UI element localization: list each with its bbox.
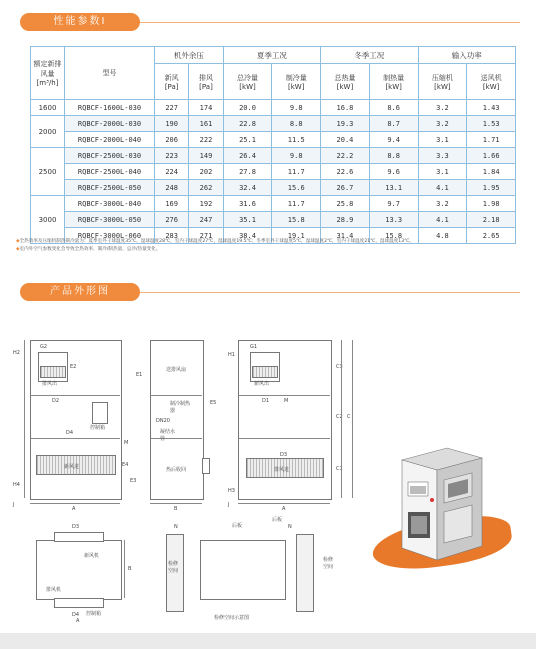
- subhead-0: [155, 64, 189, 100]
- cell-value: 38.4: [223, 228, 272, 244]
- cell-value: 20.0: [223, 100, 272, 116]
- cell-flow: 3000: [31, 196, 65, 244]
- cell-value: 9.8: [272, 100, 321, 116]
- cell-value: 248: [155, 180, 189, 196]
- cell-value: 2.18: [467, 212, 516, 228]
- subhead-2: [223, 64, 272, 100]
- subhead-4: [321, 64, 370, 100]
- cell-value: 3.1: [418, 164, 467, 180]
- col-flow-label: 额定新排风量: [33, 60, 62, 78]
- cell-model: RQBCF-3000L-040: [65, 196, 155, 212]
- lbl-g2: G2: [40, 344, 48, 350]
- dim-top-right: [124, 540, 125, 598]
- cell-value: 4.1: [418, 212, 467, 228]
- note-1: ◆全热效率及压缩机制热制冷量为：夏季室外干球温度35℃，湿球温度28℃，室内干球温度27℃，湿球温度19.5℃；冬季室外干球温度5℃，湿球温度2℃，室内干球温度21℃，湿球温度13℃。: [16, 239, 414, 244]
- side-divider-1: [150, 395, 202, 396]
- cell-model: RQBCF-3000L-060: [65, 228, 155, 244]
- lbl-c3: C3: [336, 364, 343, 370]
- lbl-d3-back: D3: [280, 452, 288, 458]
- cell-value: 11.7: [272, 164, 321, 180]
- cell-value: 9.4: [369, 132, 418, 148]
- subhead-unit: [Pa]: [164, 82, 179, 91]
- cell-value: 1.53: [467, 116, 516, 132]
- cell-value: 169: [155, 196, 189, 212]
- lbl-g1: G1: [250, 344, 258, 350]
- side-divider-2: [150, 438, 202, 439]
- cell-value: 26.7: [321, 180, 370, 196]
- cell-value: 190: [155, 116, 189, 132]
- section-divider-2: [140, 292, 520, 293]
- cell-value: 3.2: [418, 116, 467, 132]
- lbl-return: 热后收回: [166, 467, 187, 473]
- cell-value: 206: [155, 132, 189, 148]
- lbl-a-top: A: [76, 618, 80, 624]
- cell-value: 22.6: [321, 164, 370, 180]
- table-row: [31, 180, 516, 196]
- cell-model: RQBCF-2500L-040: [65, 164, 155, 180]
- lbl-drain: 凝结水管: [160, 429, 176, 442]
- lbl-e2: E2: [70, 364, 77, 370]
- cell-value: 32.4: [223, 180, 272, 196]
- lbl-exhaust-out: 排风出: [42, 381, 58, 387]
- subhead-3: [272, 64, 321, 100]
- note-2: ◆室内外空气参数变化会导致全热效率、制冷/制热量、总冷/热量变化。: [16, 247, 161, 252]
- lbl-e4: E4: [122, 462, 129, 468]
- cell-value: 8.7: [369, 116, 418, 132]
- lbl-m-front: M: [124, 440, 129, 446]
- lbl-maint-left: 检修空间: [168, 561, 179, 574]
- lbl-control-box: 控制箱: [90, 425, 106, 431]
- cell-value: 174: [189, 100, 223, 116]
- spec-table: [30, 46, 516, 244]
- cell-flow: 1600: [31, 100, 65, 116]
- back-divider-2: [238, 438, 330, 439]
- front-divider-1: [30, 395, 120, 396]
- cell-value: 1.95: [467, 180, 516, 196]
- subhead-5: [369, 64, 418, 100]
- cell-value: 223: [155, 148, 189, 164]
- lbl-c1: C1: [336, 466, 343, 472]
- dim-back-right-2: [352, 340, 353, 498]
- cell-value: 11.5: [272, 132, 321, 148]
- cell-value: 27.8: [223, 164, 272, 180]
- cell-value: 28.9: [321, 212, 370, 228]
- lbl-cool-heat: 制冷制热器: [170, 401, 191, 414]
- table-row: [31, 132, 516, 148]
- cell-value: 35.1: [223, 212, 272, 228]
- lbl-back-panel-2: 后板: [272, 517, 283, 523]
- lbl-maint-right: 检修空间: [323, 557, 334, 570]
- cell-value: 161: [189, 116, 223, 132]
- lbl-install-caption: 检修空间示意图: [214, 615, 250, 621]
- cell-value: 22.2: [321, 148, 370, 164]
- group-summer: 夏季工况: [223, 47, 320, 64]
- cell-value: 3.3: [418, 148, 467, 164]
- cell-value: 15.8: [272, 212, 321, 228]
- table-row: [31, 100, 516, 116]
- lbl-d1: D1: [262, 398, 270, 404]
- cell-value: 20.4: [321, 132, 370, 148]
- cell-model: RQBCF-2000L-030: [65, 116, 155, 132]
- lbl-e3: E3: [130, 478, 137, 484]
- cell-value: 262: [189, 180, 223, 196]
- cell-value: 15.8: [369, 228, 418, 244]
- page-footer-band: [0, 633, 536, 649]
- lbl-fresh-in: 新风进: [64, 464, 80, 470]
- cell-value: 149: [189, 148, 223, 164]
- lbl-n-left: N: [174, 524, 178, 530]
- cell-value: 19.1: [272, 228, 321, 244]
- cell-value: 1.84: [467, 164, 516, 180]
- lbl-exhaust-in: 排风进: [274, 467, 290, 473]
- dim-front-bottom: [30, 503, 120, 504]
- install-right-wall: [296, 534, 314, 612]
- subhead-unit: [kW]: [336, 82, 354, 91]
- section-divider: [140, 22, 520, 23]
- subhead-name: 总冷量: [237, 73, 259, 82]
- subhead-name: 制热量: [383, 73, 405, 82]
- lbl-back-panel-1: 后板: [232, 523, 243, 529]
- dim-back-right-1: [341, 340, 342, 498]
- cell-value: 8.8: [272, 116, 321, 132]
- install-unit: [200, 540, 286, 600]
- subhead-unit: [kW]: [288, 82, 305, 91]
- lbl-j-front: J: [13, 502, 15, 508]
- cell-flow: 2500: [31, 148, 65, 196]
- subhead-unit: [kW]: [482, 82, 500, 91]
- lbl-m-back: M: [284, 398, 289, 404]
- cell-value: 1.66: [467, 148, 516, 164]
- group-pressure: 机外余压: [155, 47, 224, 64]
- subhead-name: 总热量: [334, 73, 356, 82]
- lbl-h4: H4: [13, 482, 20, 488]
- cell-value: 22.8: [223, 116, 272, 132]
- cell-value: 25.1: [223, 132, 272, 148]
- col-flow: [31, 47, 65, 100]
- lbl-n-right: N: [288, 524, 292, 530]
- subhead-name: 压缩机: [431, 73, 453, 82]
- top-duct-top: [54, 532, 104, 542]
- cell-model: RQBCF-1600L-030: [65, 100, 155, 116]
- cell-value: 15.6: [272, 180, 321, 196]
- cell-value: 19.3: [321, 116, 370, 132]
- lbl-c2: C2: [336, 414, 343, 420]
- cell-value: 8.8: [369, 148, 418, 164]
- cell-value: 4.8: [418, 228, 467, 244]
- dim-side-bottom: [150, 503, 202, 504]
- lbl-control: 控制箱: [86, 611, 102, 617]
- cell-value: 25.8: [321, 196, 370, 212]
- subhead-unit: [kW]: [239, 82, 256, 91]
- subhead-name: 新风: [164, 73, 179, 82]
- cell-value: 1.71: [467, 132, 516, 148]
- cell-value: 224: [155, 164, 189, 180]
- lbl-e5: E5: [210, 400, 217, 406]
- notes: [16, 237, 526, 255]
- table-row: [31, 116, 516, 132]
- subhead-unit: [kW]: [385, 82, 402, 91]
- subhead-6: [418, 64, 467, 100]
- front-exhaust-grille: [40, 366, 66, 378]
- table-row: [31, 148, 516, 164]
- cell-flow: 2000: [31, 116, 65, 148]
- subhead-name: 制冷量: [285, 73, 307, 82]
- lbl-fresh-out: 新风机: [84, 553, 100, 559]
- subhead-unit: [kW]: [434, 82, 451, 91]
- subhead-name: 排风: [198, 73, 213, 82]
- cell-value: 3.2: [418, 100, 467, 116]
- cell-value: 283: [155, 228, 189, 244]
- table-row: [31, 196, 516, 212]
- cell-value: 11.7: [272, 196, 321, 212]
- group-power: 输入功率: [418, 47, 515, 64]
- top-duct-bottom: [54, 598, 104, 608]
- cell-value: 3.1: [418, 132, 467, 148]
- cell-value: 16.8: [321, 100, 370, 116]
- cell-model: RQBCF-2500L-050: [65, 180, 155, 196]
- section-title-specs: 性能参数Ⅰ: [20, 13, 140, 31]
- lbl-a-front: A: [72, 506, 76, 512]
- lbl-supply: 送排风扇: [166, 367, 187, 373]
- dim-front-left: [24, 340, 25, 498]
- lbl-b-top: B: [128, 566, 132, 572]
- lbl-j-back: J: [228, 502, 230, 508]
- cell-value: 13.1: [369, 180, 418, 196]
- cell-value: 271: [189, 228, 223, 244]
- control-box: [92, 402, 108, 424]
- cell-value: 4.1: [418, 180, 467, 196]
- cell-value: 31.6: [223, 196, 272, 212]
- unit-3d-icon: [392, 440, 492, 570]
- lbl-supply-out: 新风出: [254, 381, 270, 387]
- lbl-c: C: [347, 414, 351, 420]
- lbl-dn20: DN20: [156, 418, 170, 424]
- front-divider-2: [30, 438, 120, 439]
- cell-model: RQBCF-2000L-040: [65, 132, 155, 148]
- back-supply-grille: [252, 366, 278, 378]
- lbl-h1: H1: [228, 352, 235, 358]
- section-title-drawing: 产品外形图: [20, 283, 140, 301]
- cell-value: 192: [189, 196, 223, 212]
- lbl-a-back: A: [282, 506, 286, 512]
- subhead-name: 送风机: [480, 73, 502, 82]
- cell-value: 276: [155, 212, 189, 228]
- cell-value: 1.43: [467, 100, 516, 116]
- cell-value: 247: [189, 212, 223, 228]
- col-flow-unit: [m³/h]: [36, 79, 59, 87]
- cell-value: 222: [189, 132, 223, 148]
- cell-value: 9.6: [369, 164, 418, 180]
- lbl-d3-top: D3: [72, 524, 80, 530]
- lbl-d4: D4: [66, 430, 74, 436]
- side-drain-pipe: [202, 458, 210, 474]
- cell-value: 13.3: [369, 212, 418, 228]
- cell-value: 31.4: [321, 228, 370, 244]
- lbl-d2: D2: [52, 398, 60, 404]
- cell-value: 26.4: [223, 148, 272, 164]
- lbl-exhaust: 排风机: [46, 587, 62, 593]
- cell-model: RQBCF-2500L-030: [65, 148, 155, 164]
- table-row: [31, 164, 516, 180]
- cell-value: 3.2: [418, 196, 467, 212]
- subhead-7: [467, 64, 516, 100]
- cell-value: 9.7: [369, 196, 418, 212]
- subhead-unit: [Pa]: [199, 82, 213, 91]
- back-divider-1: [238, 395, 330, 396]
- subhead-1: [189, 64, 223, 100]
- dim-back-bottom: [238, 503, 330, 504]
- cell-value: 1.98: [467, 196, 516, 212]
- col-model: 型号: [65, 47, 155, 100]
- lbl-h2: H2: [13, 350, 20, 356]
- cell-value: 9.8: [272, 148, 321, 164]
- lbl-d4-top: D4: [72, 612, 80, 618]
- cell-value: 8.6: [369, 100, 418, 116]
- group-winter: 冬季工况: [321, 47, 418, 64]
- lbl-b-side: B: [174, 506, 178, 512]
- cell-model: RQBCF-3000L-050: [65, 212, 155, 228]
- cell-value: 2.65: [467, 228, 516, 244]
- lbl-e1-side: E1: [136, 372, 143, 378]
- cell-value: 202: [189, 164, 223, 180]
- table-row: [31, 212, 516, 228]
- lbl-h3: H3: [228, 488, 235, 494]
- cell-value: 227: [155, 100, 189, 116]
